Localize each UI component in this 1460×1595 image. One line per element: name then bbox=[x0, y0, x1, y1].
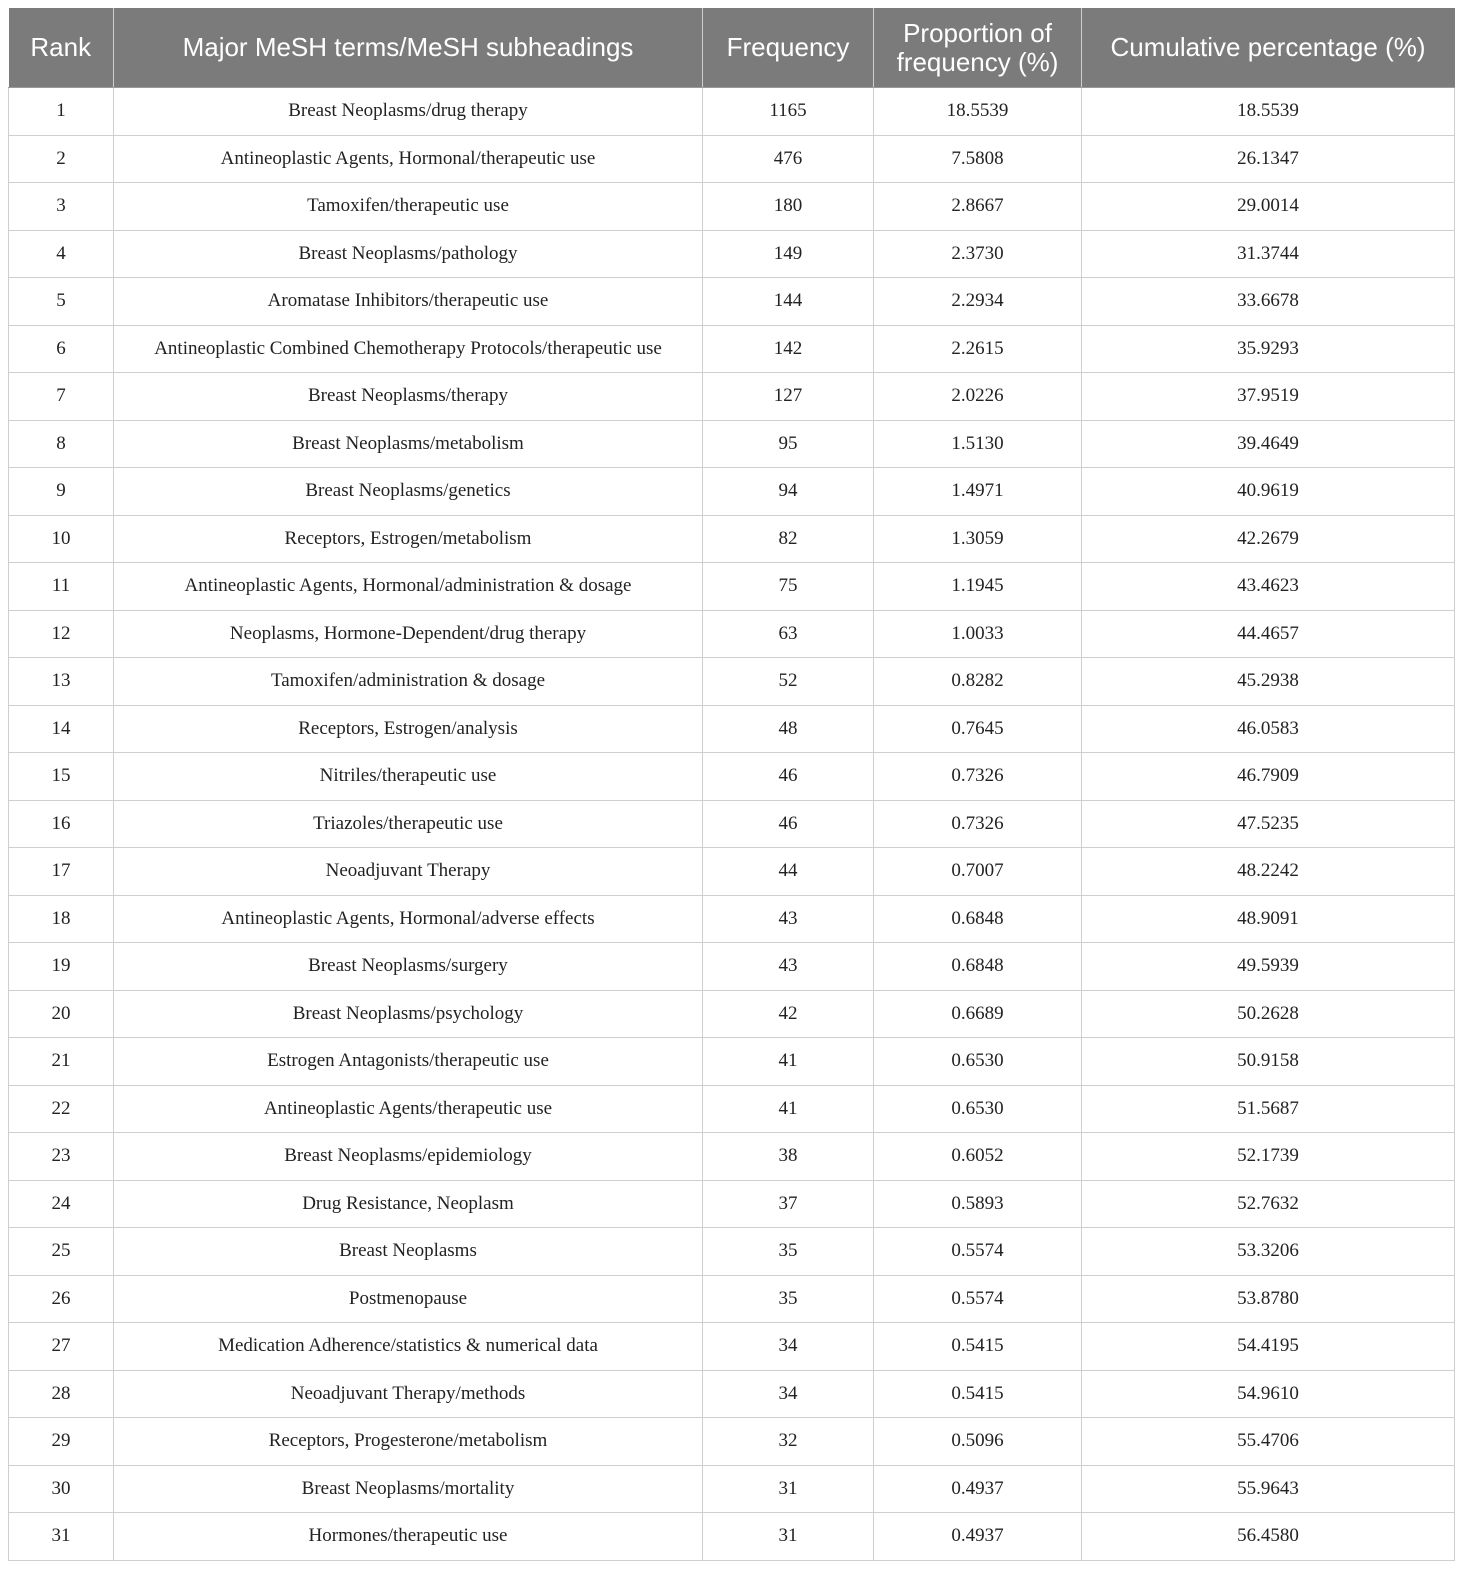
cell-rank: 4 bbox=[9, 230, 114, 278]
cell-frequency: 46 bbox=[703, 753, 874, 801]
table-row bbox=[9, 753, 1455, 801]
cell-frequency: 48 bbox=[703, 705, 874, 753]
cell-mesh-term: Antineoplastic Agents, Hormonal/therapeutic use bbox=[114, 135, 703, 183]
cell-proportion: 0.6052 bbox=[874, 1133, 1082, 1181]
cell-proportion: 0.5415 bbox=[874, 1323, 1082, 1371]
table-row bbox=[9, 278, 1455, 326]
cell-rank: 5 bbox=[9, 278, 114, 326]
cell-rank: 16 bbox=[9, 800, 114, 848]
cell-rank: 24 bbox=[9, 1180, 114, 1228]
header-cumulative: Cumulative percentage (%) bbox=[1082, 8, 1455, 88]
cell-rank: 17 bbox=[9, 848, 114, 896]
cell-cumulative: 50.9158 bbox=[1082, 1038, 1455, 1086]
cell-frequency: 35 bbox=[703, 1275, 874, 1323]
cell-cumulative: 26.1347 bbox=[1082, 135, 1455, 183]
table-header bbox=[9, 8, 1455, 88]
cell-frequency: 38 bbox=[703, 1133, 874, 1181]
cell-frequency: 75 bbox=[703, 563, 874, 611]
cell-cumulative: 55.9643 bbox=[1082, 1465, 1455, 1513]
cell-proportion: 2.3730 bbox=[874, 230, 1082, 278]
cell-cumulative: 52.1739 bbox=[1082, 1133, 1455, 1181]
cell-proportion: 0.8282 bbox=[874, 658, 1082, 706]
cell-frequency: 63 bbox=[703, 610, 874, 658]
cell-frequency: 43 bbox=[703, 895, 874, 943]
mesh-frequency-table-container bbox=[8, 8, 1454, 1561]
cell-cumulative: 55.4706 bbox=[1082, 1418, 1455, 1466]
cell-frequency: 1165 bbox=[703, 88, 874, 136]
cell-frequency: 46 bbox=[703, 800, 874, 848]
table-row bbox=[9, 943, 1455, 991]
cell-cumulative: 40.9619 bbox=[1082, 468, 1455, 516]
table-row bbox=[9, 1180, 1455, 1228]
cell-mesh-term: Breast Neoplasms bbox=[114, 1228, 703, 1276]
cell-rank: 13 bbox=[9, 658, 114, 706]
cell-mesh-term: Medication Adherence/statistics & numerical data bbox=[114, 1323, 703, 1371]
cell-proportion: 1.5130 bbox=[874, 420, 1082, 468]
cell-cumulative: 48.2242 bbox=[1082, 848, 1455, 896]
cell-proportion: 2.8667 bbox=[874, 183, 1082, 231]
cell-cumulative: 18.5539 bbox=[1082, 88, 1455, 136]
table-row bbox=[9, 610, 1455, 658]
cell-rank: 15 bbox=[9, 753, 114, 801]
cell-mesh-term: Breast Neoplasms/surgery bbox=[114, 943, 703, 991]
cell-rank: 2 bbox=[9, 135, 114, 183]
cell-rank: 23 bbox=[9, 1133, 114, 1181]
table-row bbox=[9, 895, 1455, 943]
cell-cumulative: 39.4649 bbox=[1082, 420, 1455, 468]
table-row bbox=[9, 1465, 1455, 1513]
cell-frequency: 180 bbox=[703, 183, 874, 231]
cell-cumulative: 53.3206 bbox=[1082, 1228, 1455, 1276]
cell-proportion: 0.5574 bbox=[874, 1228, 1082, 1276]
cell-mesh-term: Tamoxifen/therapeutic use bbox=[114, 183, 703, 231]
table-row bbox=[9, 1275, 1455, 1323]
table-row bbox=[9, 230, 1455, 278]
cell-rank: 14 bbox=[9, 705, 114, 753]
cell-cumulative: 46.0583 bbox=[1082, 705, 1455, 753]
table-row bbox=[9, 1085, 1455, 1133]
cell-proportion: 0.7007 bbox=[874, 848, 1082, 896]
table-row bbox=[9, 420, 1455, 468]
table-row bbox=[9, 800, 1455, 848]
cell-proportion: 7.5808 bbox=[874, 135, 1082, 183]
cell-frequency: 42 bbox=[703, 990, 874, 1038]
cell-frequency: 34 bbox=[703, 1323, 874, 1371]
cell-proportion: 1.4971 bbox=[874, 468, 1082, 516]
cell-cumulative: 43.4623 bbox=[1082, 563, 1455, 611]
cell-cumulative: 56.4580 bbox=[1082, 1513, 1455, 1561]
cell-proportion: 0.5574 bbox=[874, 1275, 1082, 1323]
cell-proportion: 0.5096 bbox=[874, 1418, 1082, 1466]
cell-proportion: 18.5539 bbox=[874, 88, 1082, 136]
table-row bbox=[9, 705, 1455, 753]
header-proportion: Proportion of frequency (%) bbox=[874, 8, 1082, 88]
cell-frequency: 127 bbox=[703, 373, 874, 421]
cell-cumulative: 33.6678 bbox=[1082, 278, 1455, 326]
cell-frequency: 41 bbox=[703, 1085, 874, 1133]
table-row bbox=[9, 990, 1455, 1038]
cell-rank: 10 bbox=[9, 515, 114, 563]
table-row bbox=[9, 1370, 1455, 1418]
cell-proportion: 0.7326 bbox=[874, 753, 1082, 801]
cell-mesh-term: Breast Neoplasms/drug therapy bbox=[114, 88, 703, 136]
table-row bbox=[9, 325, 1455, 373]
cell-rank: 31 bbox=[9, 1513, 114, 1561]
table-row bbox=[9, 468, 1455, 516]
header-rank: Rank bbox=[9, 8, 114, 88]
cell-proportion: 1.0033 bbox=[874, 610, 1082, 658]
cell-cumulative: 52.7632 bbox=[1082, 1180, 1455, 1228]
cell-rank: 30 bbox=[9, 1465, 114, 1513]
cell-frequency: 31 bbox=[703, 1513, 874, 1561]
cell-mesh-term: Drug Resistance, Neoplasm bbox=[114, 1180, 703, 1228]
cell-frequency: 31 bbox=[703, 1465, 874, 1513]
cell-mesh-term: Breast Neoplasms/therapy bbox=[114, 373, 703, 421]
cell-cumulative: 31.3744 bbox=[1082, 230, 1455, 278]
cell-mesh-term: Postmenopause bbox=[114, 1275, 703, 1323]
cell-mesh-term: Receptors, Estrogen/metabolism bbox=[114, 515, 703, 563]
cell-cumulative: 54.9610 bbox=[1082, 1370, 1455, 1418]
cell-rank: 27 bbox=[9, 1323, 114, 1371]
table-row bbox=[9, 658, 1455, 706]
cell-cumulative: 54.4195 bbox=[1082, 1323, 1455, 1371]
cell-rank: 7 bbox=[9, 373, 114, 421]
table-body bbox=[9, 88, 1455, 1561]
cell-mesh-term: Breast Neoplasms/metabolism bbox=[114, 420, 703, 468]
cell-proportion: 0.7645 bbox=[874, 705, 1082, 753]
cell-mesh-term: Breast Neoplasms/psychology bbox=[114, 990, 703, 1038]
cell-rank: 9 bbox=[9, 468, 114, 516]
header-frequency: Frequency bbox=[703, 8, 874, 88]
cell-rank: 22 bbox=[9, 1085, 114, 1133]
cell-cumulative: 44.4657 bbox=[1082, 610, 1455, 658]
cell-cumulative: 48.9091 bbox=[1082, 895, 1455, 943]
cell-rank: 11 bbox=[9, 563, 114, 611]
cell-frequency: 149 bbox=[703, 230, 874, 278]
cell-mesh-term: Antineoplastic Agents/therapeutic use bbox=[114, 1085, 703, 1133]
cell-frequency: 52 bbox=[703, 658, 874, 706]
cell-rank: 3 bbox=[9, 183, 114, 231]
cell-frequency: 44 bbox=[703, 848, 874, 896]
header-row bbox=[9, 8, 1455, 88]
cell-mesh-term: Antineoplastic Agents, Hormonal/adverse effects bbox=[114, 895, 703, 943]
table-row bbox=[9, 1418, 1455, 1466]
table-row bbox=[9, 135, 1455, 183]
cell-proportion: 2.2615 bbox=[874, 325, 1082, 373]
cell-frequency: 82 bbox=[703, 515, 874, 563]
cell-frequency: 43 bbox=[703, 943, 874, 991]
cell-proportion: 0.7326 bbox=[874, 800, 1082, 848]
table-row bbox=[9, 563, 1455, 611]
cell-frequency: 32 bbox=[703, 1418, 874, 1466]
cell-mesh-term: Hormones/therapeutic use bbox=[114, 1513, 703, 1561]
cell-frequency: 34 bbox=[703, 1370, 874, 1418]
cell-cumulative: 29.0014 bbox=[1082, 183, 1455, 231]
cell-proportion: 0.5893 bbox=[874, 1180, 1082, 1228]
cell-rank: 29 bbox=[9, 1418, 114, 1466]
cell-proportion: 2.2934 bbox=[874, 278, 1082, 326]
cell-rank: 18 bbox=[9, 895, 114, 943]
cell-cumulative: 49.5939 bbox=[1082, 943, 1455, 991]
cell-rank: 1 bbox=[9, 88, 114, 136]
cell-rank: 20 bbox=[9, 990, 114, 1038]
cell-rank: 12 bbox=[9, 610, 114, 658]
cell-mesh-term: Tamoxifen/administration & dosage bbox=[114, 658, 703, 706]
cell-proportion: 0.6848 bbox=[874, 943, 1082, 991]
table-row bbox=[9, 848, 1455, 896]
cell-proportion: 1.3059 bbox=[874, 515, 1082, 563]
cell-proportion: 0.4937 bbox=[874, 1513, 1082, 1561]
cell-mesh-term: Neoadjuvant Therapy bbox=[114, 848, 703, 896]
table-row bbox=[9, 1323, 1455, 1371]
cell-rank: 26 bbox=[9, 1275, 114, 1323]
cell-proportion: 0.5415 bbox=[874, 1370, 1082, 1418]
table-row bbox=[9, 183, 1455, 231]
cell-frequency: 35 bbox=[703, 1228, 874, 1276]
cell-cumulative: 45.2938 bbox=[1082, 658, 1455, 706]
cell-frequency: 41 bbox=[703, 1038, 874, 1086]
cell-frequency: 476 bbox=[703, 135, 874, 183]
cell-mesh-term: Antineoplastic Combined Chemotherapy Protocols/therapeutic use bbox=[114, 325, 703, 373]
table-row bbox=[9, 88, 1455, 136]
cell-proportion: 0.6530 bbox=[874, 1085, 1082, 1133]
cell-rank: 28 bbox=[9, 1370, 114, 1418]
cell-mesh-term: Triazoles/therapeutic use bbox=[114, 800, 703, 848]
cell-mesh-term: Estrogen Antagonists/therapeutic use bbox=[114, 1038, 703, 1086]
cell-frequency: 142 bbox=[703, 325, 874, 373]
cell-frequency: 94 bbox=[703, 468, 874, 516]
cell-mesh-term: Neoplasms, Hormone-Dependent/drug therapy bbox=[114, 610, 703, 658]
cell-mesh-term: Breast Neoplasms/genetics bbox=[114, 468, 703, 516]
cell-proportion: 0.6689 bbox=[874, 990, 1082, 1038]
cell-proportion: 2.0226 bbox=[874, 373, 1082, 421]
cell-mesh-term: Breast Neoplasms/mortality bbox=[114, 1465, 703, 1513]
cell-rank: 21 bbox=[9, 1038, 114, 1086]
cell-cumulative: 47.5235 bbox=[1082, 800, 1455, 848]
cell-cumulative: 53.8780 bbox=[1082, 1275, 1455, 1323]
table-row bbox=[9, 373, 1455, 421]
cell-cumulative: 50.2628 bbox=[1082, 990, 1455, 1038]
cell-proportion: 0.6530 bbox=[874, 1038, 1082, 1086]
table-row bbox=[9, 515, 1455, 563]
cell-rank: 25 bbox=[9, 1228, 114, 1276]
cell-frequency: 37 bbox=[703, 1180, 874, 1228]
cell-rank: 6 bbox=[9, 325, 114, 373]
cell-mesh-term: Breast Neoplasms/pathology bbox=[114, 230, 703, 278]
cell-cumulative: 42.2679 bbox=[1082, 515, 1455, 563]
mesh-frequency-table bbox=[8, 8, 1455, 1561]
cell-mesh-term: Neoadjuvant Therapy/methods bbox=[114, 1370, 703, 1418]
cell-rank: 19 bbox=[9, 943, 114, 991]
cell-cumulative: 46.7909 bbox=[1082, 753, 1455, 801]
table-row bbox=[9, 1133, 1455, 1181]
cell-cumulative: 37.9519 bbox=[1082, 373, 1455, 421]
cell-proportion: 0.6848 bbox=[874, 895, 1082, 943]
cell-rank: 8 bbox=[9, 420, 114, 468]
cell-mesh-term: Receptors, Progesterone/metabolism bbox=[114, 1418, 703, 1466]
cell-mesh-term: Receptors, Estrogen/analysis bbox=[114, 705, 703, 753]
cell-mesh-term: Breast Neoplasms/epidemiology bbox=[114, 1133, 703, 1181]
cell-proportion: 0.4937 bbox=[874, 1465, 1082, 1513]
table-row bbox=[9, 1228, 1455, 1276]
cell-cumulative: 35.9293 bbox=[1082, 325, 1455, 373]
cell-mesh-term: Nitriles/therapeutic use bbox=[114, 753, 703, 801]
header-mesh-term: Major MeSH terms/MeSH subheadings bbox=[114, 8, 703, 88]
cell-proportion: 1.1945 bbox=[874, 563, 1082, 611]
cell-frequency: 144 bbox=[703, 278, 874, 326]
cell-cumulative: 51.5687 bbox=[1082, 1085, 1455, 1133]
cell-frequency: 95 bbox=[703, 420, 874, 468]
cell-mesh-term: Antineoplastic Agents, Hormonal/administration & dosage bbox=[114, 563, 703, 611]
table-row bbox=[9, 1513, 1455, 1561]
cell-mesh-term: Aromatase Inhibitors/therapeutic use bbox=[114, 278, 703, 326]
table-row bbox=[9, 1038, 1455, 1086]
